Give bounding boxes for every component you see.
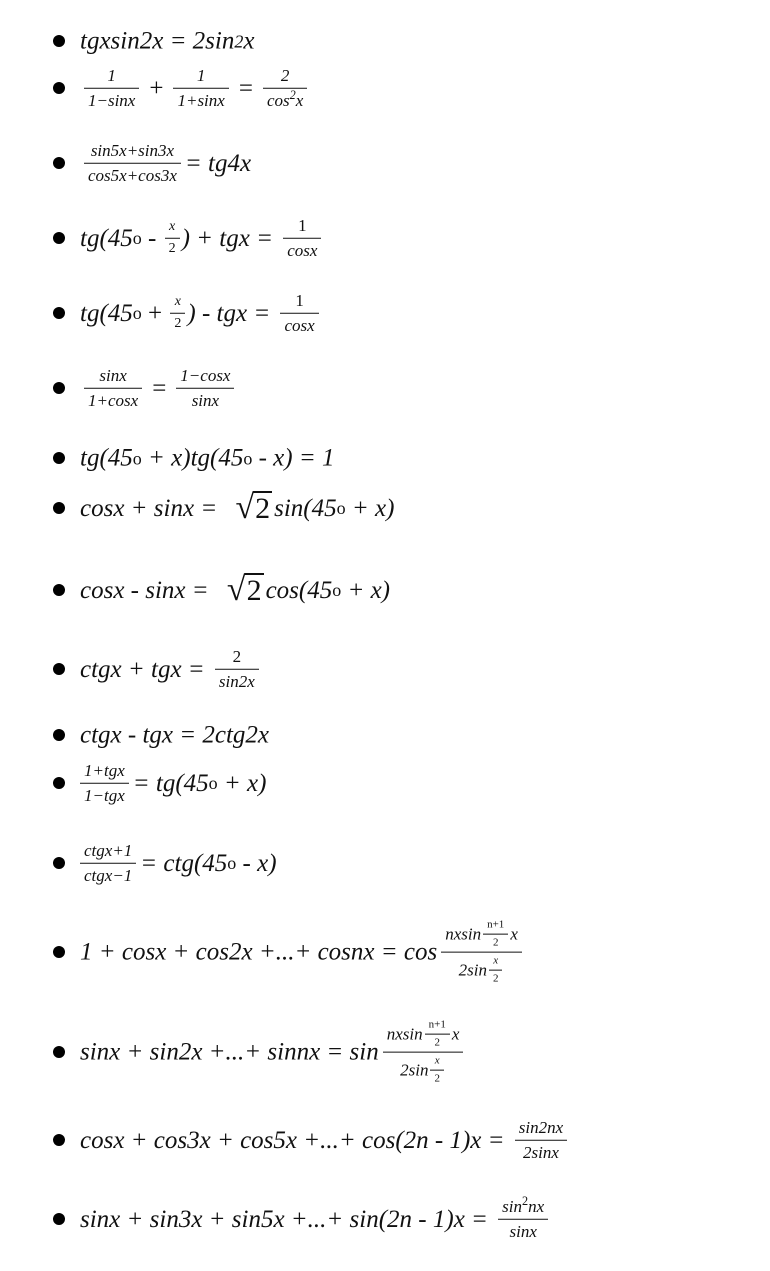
numerator: 1−cosx xyxy=(180,365,231,385)
formula-item xyxy=(0,566,770,614)
fraction xyxy=(515,1118,567,1162)
square-root xyxy=(227,573,264,607)
fraction-bar xyxy=(430,1069,444,1070)
formula-item xyxy=(0,212,770,264)
denominator: 1+cosx xyxy=(88,390,139,410)
formula-item xyxy=(0,362,770,414)
formula-text: sinx + sin3x + sin5x +...+ sin(2n - 1)x = xyxy=(80,1205,495,1233)
formula-item xyxy=(0,484,770,532)
formula-text: tg(45 xyxy=(80,299,133,327)
fraction xyxy=(283,216,321,260)
bullet-icon xyxy=(53,502,65,514)
formula xyxy=(80,1194,552,1241)
bullet-icon xyxy=(53,663,65,675)
numerator: 1 xyxy=(196,65,206,85)
formula xyxy=(80,1118,571,1162)
numerator: sin2nx xyxy=(518,1117,564,1137)
formula-item xyxy=(0,756,770,810)
numerator: 1+tgx xyxy=(84,760,125,780)
radical-icon: √ xyxy=(226,571,246,608)
fraction-bar xyxy=(263,87,307,88)
formula: tg(45 o + x)tg(45 o - x) = 1 xyxy=(80,444,335,472)
numerator: 2 xyxy=(280,65,290,85)
formula: $\frac{\text{1+tgx}}{\text{1−tgx}}$ = tg(45 o + x) xyxy=(80,761,266,805)
denominator: 2 xyxy=(492,936,499,949)
fraction-bar xyxy=(84,162,181,163)
numerator: n+1 xyxy=(487,918,505,931)
fraction xyxy=(165,219,180,257)
formula-item xyxy=(0,836,770,890)
bullet-icon xyxy=(53,1046,65,1058)
formula-text: nxsin xyxy=(445,924,482,944)
fraction xyxy=(383,1019,464,1086)
denominator: sinx xyxy=(191,390,220,410)
formula-text: nx xyxy=(528,1196,545,1216)
numerator: ctgx+1 xyxy=(84,840,133,860)
formula-item xyxy=(0,24,770,58)
numerator xyxy=(441,919,522,950)
radical-icon: √ xyxy=(235,489,255,526)
formula-text: x xyxy=(451,1024,460,1044)
bullet-icon xyxy=(53,307,65,319)
formula xyxy=(80,647,263,691)
operator: + xyxy=(149,74,164,102)
fraction xyxy=(84,141,181,185)
fraction-bar xyxy=(170,312,185,313)
formula xyxy=(80,66,311,110)
formula-text: = tg(45 xyxy=(132,769,209,797)
formula-text: - x) xyxy=(236,849,277,877)
bullet-icon xyxy=(53,452,65,464)
numerator xyxy=(383,1019,464,1050)
formula xyxy=(80,1019,467,1086)
formula-text: + x)tg(45 xyxy=(141,444,244,472)
formula-text: ctgx + tgx = xyxy=(80,655,211,683)
fraction xyxy=(84,66,139,110)
fraction xyxy=(80,761,129,805)
fraction-bar xyxy=(84,87,139,88)
bullet-icon xyxy=(53,1213,65,1225)
fraction xyxy=(176,366,234,410)
formula-text: + x) xyxy=(341,576,391,604)
formula-text: tgxsin2x = 2sin xyxy=(80,27,235,55)
formula-text: ctgx - tgx = 2ctg2x xyxy=(80,721,270,749)
exponent: 2 xyxy=(289,87,296,102)
formula xyxy=(80,141,251,185)
formula-text: ) - tgx = xyxy=(187,299,277,327)
fraction xyxy=(498,1194,548,1241)
formula-text: + x) xyxy=(345,494,395,522)
formula-text: cosx + sinx = xyxy=(80,494,224,522)
bullet-icon xyxy=(53,777,65,789)
formula-text: 1 + cosx + cos2x +...+ cosnx = cos xyxy=(80,938,438,966)
bullet-icon xyxy=(53,946,65,958)
formula-item xyxy=(0,1114,770,1166)
fraction xyxy=(489,955,503,986)
denominator xyxy=(263,87,307,111)
radicand: 2 xyxy=(246,574,262,607)
bullet-icon xyxy=(53,857,65,869)
formula-text: sin(45 xyxy=(274,494,337,522)
numerator: 1 xyxy=(107,65,116,85)
formula: cosx - sinx = √ 2 cos(45 o + x) xyxy=(80,571,391,608)
fraction-bar xyxy=(80,782,129,783)
fraction-bar xyxy=(383,1051,464,1052)
formula-item xyxy=(0,1018,770,1086)
fraction xyxy=(84,366,142,410)
bullet-icon xyxy=(53,82,65,94)
fraction-bar xyxy=(84,387,142,388)
formula-text: ) + tgx = xyxy=(181,224,280,252)
fraction xyxy=(173,66,228,110)
formula: cosx + sinx = √ 2 sin(45 o + x) xyxy=(80,489,395,526)
square-root xyxy=(235,491,272,525)
fraction-bar xyxy=(176,387,234,388)
fraction-bar xyxy=(515,1139,567,1140)
formula-text: = ctg(45 xyxy=(140,849,228,877)
formula xyxy=(80,723,269,748)
formula-item xyxy=(0,643,770,695)
bullet-icon xyxy=(53,157,65,169)
bullet-icon xyxy=(53,382,65,394)
formula-text: x xyxy=(510,924,518,944)
formula-item xyxy=(0,441,770,475)
formula-text: x xyxy=(243,27,255,55)
formula-text: - x) = 1 xyxy=(252,444,335,472)
denominator xyxy=(455,955,509,986)
formula: $\frac{\text{ctgx+1}}{\text{ctgx−1}}$ = ctg(45 o - x) xyxy=(80,841,277,885)
fraction xyxy=(441,919,522,986)
formula: tg(45 o - $\frac{x}{2}$ ) + tgx = $\frac{1}{\cos x}$ xyxy=(80,216,325,260)
formula-text: tg(45 xyxy=(80,444,133,472)
fraction xyxy=(280,291,318,335)
denominator: 2 xyxy=(434,1072,440,1085)
formula-item xyxy=(0,918,770,986)
denominator: 1−sinx xyxy=(88,90,136,110)
numerator xyxy=(498,1194,548,1217)
fraction-bar xyxy=(173,87,228,88)
fraction-bar xyxy=(483,933,508,934)
denominator: cosx xyxy=(287,240,318,260)
bullet-icon xyxy=(53,584,65,596)
bullet-icon xyxy=(53,1134,65,1146)
numerator: 1 xyxy=(298,215,307,235)
formula-item xyxy=(0,62,770,114)
denominator: 2 xyxy=(174,315,182,331)
formula-text: - xyxy=(141,224,163,252)
formula-text: tg(45 xyxy=(80,224,133,252)
fraction-bar xyxy=(280,312,318,313)
bullet-icon xyxy=(53,232,65,244)
fraction xyxy=(430,1055,444,1086)
numerator: sin5x+sin3x xyxy=(90,140,175,160)
formula-text: + xyxy=(141,299,169,327)
denominator: 1−tgx xyxy=(84,785,125,805)
formula: tg(45 o + $\frac{x}{2}$ ) - tgx = $\frac{1}{\cos x}$ xyxy=(80,291,323,335)
operator: = xyxy=(238,74,253,102)
fraction-bar xyxy=(165,237,180,238)
fraction xyxy=(263,66,307,110)
formula-text: sin xyxy=(502,1196,523,1216)
denominator: 2 xyxy=(434,1036,440,1049)
denominator: cos5x+cos3x xyxy=(88,165,177,185)
fraction xyxy=(215,647,259,691)
fraction-bar xyxy=(498,1218,548,1219)
denominator xyxy=(396,1055,450,1086)
formula-text: 2sin xyxy=(400,1060,429,1080)
denominator: 1+sinx xyxy=(177,90,225,110)
formula-text: cos xyxy=(266,90,290,110)
fraction xyxy=(483,919,508,950)
numerator: 1 xyxy=(295,290,304,310)
numerator: x xyxy=(434,1054,440,1067)
exponent: 2 xyxy=(522,1194,529,1209)
formula-item xyxy=(0,137,770,189)
fraction xyxy=(425,1019,450,1050)
formula: tgxsin2x = 2sin 2 x xyxy=(80,27,255,55)
fraction-bar xyxy=(283,237,321,238)
formula xyxy=(80,366,238,410)
denominator: 2sinx xyxy=(523,1142,559,1162)
radicand: 2 xyxy=(255,492,271,525)
formula-text: = tg4x xyxy=(184,149,252,177)
formula-text: 2sin xyxy=(458,960,487,980)
numerator: x xyxy=(174,294,181,310)
denominator: cosx xyxy=(284,315,315,335)
formula-item xyxy=(0,1192,770,1246)
formula-text: nxsin xyxy=(386,1024,423,1044)
denominator: sin2x xyxy=(218,671,255,691)
formula-item xyxy=(0,718,770,752)
numerator: 2 xyxy=(232,646,242,666)
numerator: n+1 xyxy=(428,1018,446,1031)
formula-text: cosx + cos3x + cos5x +...+ cos(2n - 1)x = xyxy=(80,1126,511,1154)
fraction-bar xyxy=(80,862,136,863)
denominator: 2 xyxy=(168,240,176,256)
operator: = xyxy=(152,374,167,402)
formula-item xyxy=(0,287,770,339)
formula-text: cosx - sinx = xyxy=(80,576,215,604)
fraction-bar xyxy=(441,951,522,952)
formula-text: x xyxy=(295,90,304,110)
fraction-bar xyxy=(425,1033,450,1034)
bullet-icon xyxy=(53,729,65,741)
formula-text: + x) xyxy=(217,769,267,797)
formula xyxy=(80,919,526,986)
fraction xyxy=(80,841,136,885)
numerator: x xyxy=(493,954,499,967)
numerator: sinx xyxy=(99,365,127,385)
numerator: x xyxy=(169,219,176,235)
fraction-bar xyxy=(215,668,259,669)
bullet-icon xyxy=(53,35,65,47)
fraction-bar xyxy=(489,969,503,970)
denominator: sinx xyxy=(509,1221,537,1241)
formula-text: sinx + sin2x +...+ sinnx = sin xyxy=(80,1038,379,1066)
formula-text: cos(45 xyxy=(265,576,333,604)
denominator: 2 xyxy=(492,972,499,985)
fraction xyxy=(170,294,185,332)
denominator: ctgx−1 xyxy=(84,865,133,885)
